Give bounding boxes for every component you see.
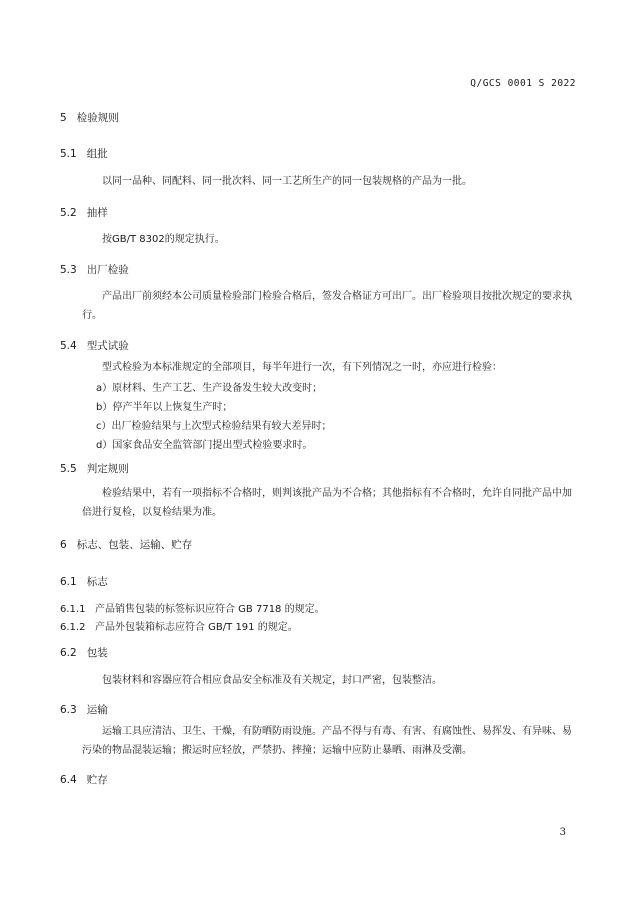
subsection-5-1-heading: [60, 146, 108, 161]
subsection-6-1-heading: [60, 574, 108, 589]
subsection-5-3-heading: [60, 262, 129, 277]
paragraph-5-1: 以同一品种、同配料、同一批次料、同一工艺所生产的同一包装规格的产品为一批。: [102, 176, 472, 187]
paragraph-5-5: 检验结果中，若有一项指标不合格时，则判该批产品为不合格；其他指标有不合格时，允许自同批产品中加倍进行复检，以复检结果为准。: [82, 488, 572, 518]
subsection-title: 组批: [86, 148, 108, 160]
subsection-number: 5.4: [60, 340, 77, 352]
subsection-title: 包装: [86, 647, 108, 659]
subsection-6-3-heading: [60, 702, 108, 717]
subsection-title: 运输: [86, 704, 108, 716]
subsection-6-2-heading: [60, 645, 108, 660]
list-item: b）停产半年以上恢复生产时；: [96, 402, 233, 413]
list-item: a）原材料、生产工艺、生产设备发生较大改变时；: [96, 383, 323, 394]
subsection-number: 5.5: [60, 463, 77, 475]
clause-6-1-1: [60, 600, 325, 615]
list-item: d）国家食品安全监管部门提出型式检验要求时。: [96, 440, 313, 451]
subsection-number: 6.1: [60, 576, 77, 588]
subsection-number: 5.2: [60, 207, 77, 219]
subsection-title: 标志: [86, 576, 108, 588]
subsection-title: 判定规则: [86, 463, 129, 475]
paragraph-6-3: 运输工具应清洁、卫生、干燥，有防晒防雨设施。产品不得与有毒、有害、有腐蚀性、易挥发、有异味、易污染的物品混装运输；搬运时应轻放，严禁扔、摔撞；运输中应防止暴晒、雨淋及受潮。: [82, 726, 572, 756]
subsection-number: 5.3: [60, 264, 77, 276]
section-title: 检验规则: [76, 112, 119, 124]
subsection-title: 型式试验: [86, 340, 129, 352]
section-number: 6: [60, 539, 67, 551]
subsection-number: 6.3: [60, 704, 77, 716]
subsection-5-2-heading: [60, 205, 108, 220]
subsection-number: 5.1: [60, 148, 77, 160]
clause-6-1-2: [60, 618, 298, 633]
paragraph-5-4-intro: 型式检验为本标准规定的全部项目，每半年进行一次，有下列情况之一时，亦应进行检验：: [102, 362, 502, 373]
subsection-title: 抽样: [86, 207, 108, 219]
section-6-heading: [60, 537, 192, 552]
clause-number: 6.1.1: [60, 604, 86, 615]
list-item: c）出厂检验结果与上次型式检验结果有较大差异时；: [96, 421, 332, 432]
standard-code: Q/GCS 0001 S 2022: [470, 78, 576, 89]
subsection-6-4-heading: [60, 772, 108, 787]
subsection-title: 出厂检验: [86, 264, 129, 276]
clause-text: 产品外包装箱标志应符合 GB/T 191 的规定。: [95, 622, 298, 633]
subsection-number: 6.4: [60, 774, 77, 786]
subsection-title: 贮存: [86, 774, 108, 786]
section-title: 标志、包装、运输、贮存: [76, 539, 193, 551]
paragraph-6-2: 包装材料和容器应符合相应食品安全标准及有关规定，封口严密，包装整洁。: [102, 675, 442, 686]
paragraph-5-2: 按GB/T 8302的规定执行。: [102, 234, 225, 245]
subsection-5-4-heading: [60, 338, 129, 353]
page-number: 3: [559, 827, 566, 838]
paragraph-5-3: 产品出厂前须经本公司质量检验部门检验合格后，签发合格证方可出厂。出厂检验项目按批次规定的要求执行。: [82, 291, 572, 321]
subsection-number: 6.2: [60, 647, 77, 659]
clause-number: 6.1.2: [60, 622, 86, 633]
clause-text: 产品销售包装的标签标识应符合 GB 7718 的规定。: [95, 604, 325, 615]
section-number: 5: [60, 112, 67, 124]
section-5-heading: [60, 110, 119, 125]
subsection-5-5-heading: [60, 461, 129, 476]
